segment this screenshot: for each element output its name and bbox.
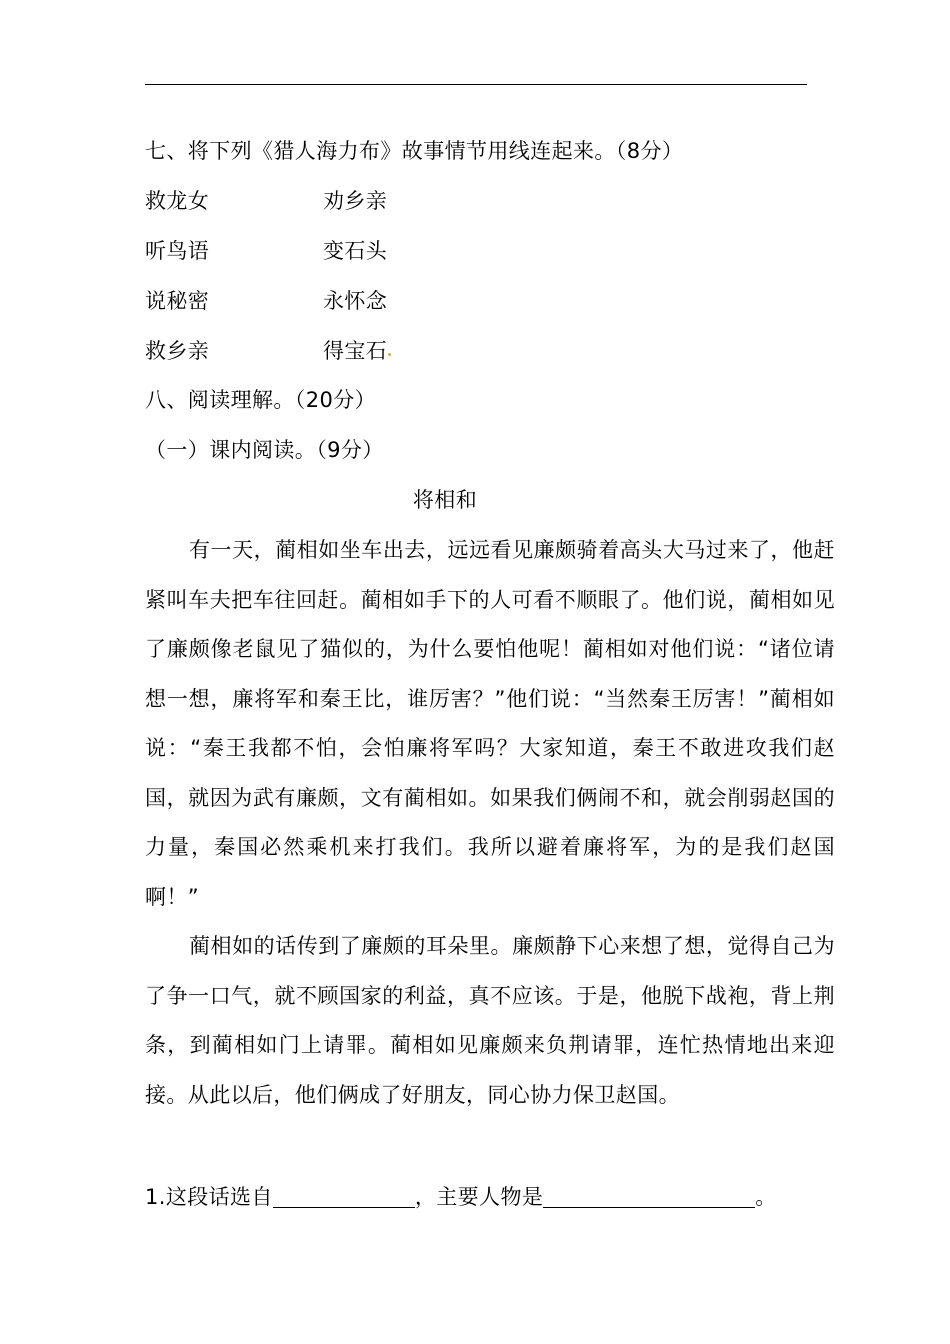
question-1-text-a: 1.这段话选自: [145, 1185, 273, 1209]
match-left-item-4: 救乡亲: [145, 339, 210, 363]
section8-subheading: （一）课内阅读。（9分）: [145, 438, 384, 462]
section8-heading: 八、阅读理解。（20分）: [145, 388, 377, 412]
match-right-item-1: 劝乡亲: [323, 189, 388, 213]
match-right-item-3: 永怀念: [323, 289, 388, 313]
match-right-item-4: 得宝石: [323, 339, 388, 363]
question-1-text-c: 。: [755, 1185, 777, 1209]
passage-paragraph-1: 有一天，蔺相如坐车出去，远远看见廉颇骑着高头大马过来了，他赶紧叫车夫把车往回赶。蔺相如手下的人可看不顺眼了。他们说，蔺相如见了廉颇像老鼠见了猫似的，为什么要怕他呢！蔺相如对他们说：“诸位请想一想，廉将军和秦王比，谁厉害？”他们说：“当然秦王厉害！”蔺相如说：“秦王我都不怕，会怕廉将军吗？大家知道，秦王不敢进攻我们赵国，就因为武有廉颇，文有蔺相如。如果我们俩闹不和，就会削弱赵国的力量，秦国必然乘机来打我们。我所以避着廉将军，为的是我们赵国啊！”: [145, 538, 835, 909]
header-rule: [145, 84, 807, 85]
match-right-item-4-wrapper: [323, 336, 391, 366]
answer-blank-source[interactable]: [273, 1183, 415, 1208]
match-left-item-2: 听鸟语: [145, 239, 210, 263]
answer-blank-characters[interactable]: [543, 1183, 755, 1208]
passage-title: 将相和: [412, 488, 478, 512]
passage-paragraph-2: 蔺相如的话传到了廉颇的耳朵里。廉颇静下心来想了想，觉得自己为了争一口气，就不顾国家的利益，真不应该。于是，他脱下战袍，背上荆条，到蔺相如门上请罪。蔺相如见廉颇来负荆请罪，连忙热情地出来迎接。从此以后，他们俩成了好朋友，同心协力保卫赵国。: [145, 934, 835, 1107]
match-left-item-3: 说秘密: [145, 289, 210, 313]
question-1: [145, 1182, 777, 1212]
question-1-text-b: ，主要人物是: [414, 1185, 544, 1209]
stray-mark: [388, 353, 391, 356]
match-left-item-1: 救龙女: [145, 189, 210, 213]
match-right-item-2: 变石头: [323, 239, 388, 263]
section7-heading: 七、将下列《猎人海力布》故事情节用线连起来。（8分）: [145, 139, 684, 163]
